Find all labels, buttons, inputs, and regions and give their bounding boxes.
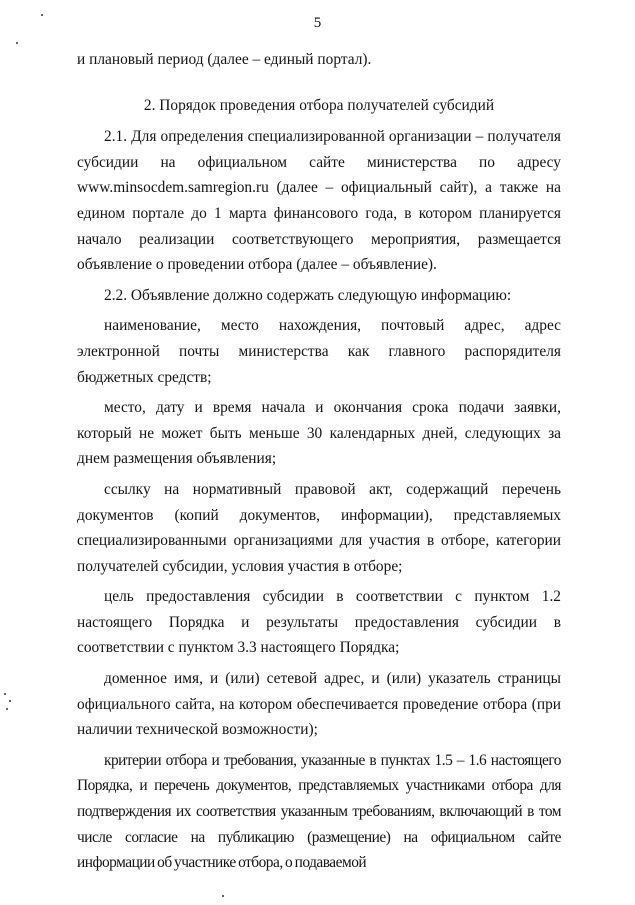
scan-speck [6, 708, 8, 710]
list-item-name-address: наименование, место нахождения, почтовый адрес, адрес электронной почты министерства как главного распорядителя бюджетных средств; [77, 317, 561, 386]
scan-speck [41, 14, 43, 16]
scan-speck [4, 693, 6, 695]
document-body [77, 47, 561, 876]
scan-speck [9, 700, 11, 702]
section-heading: 2. Порядок проведения отбора получателей субсидий [143, 96, 495, 114]
scan-speck [16, 42, 18, 44]
list-item-normative-act: ссылку на нормативный правовой акт, содержащий перечень документов (копий документов, информации), представляемых специализированными организациями для участия в отборе, категории получателей субсидии, условия участия в отборе; [77, 480, 561, 575]
paragraph-2-1: 2.1. Для определения специализированной организации – получателя субсидии на официальном сайте министерства по адресу www.minsocdem.samregion.ru (далее – официальный сайт), а также на едином портале до 1 марта финансового года, в котором планируется начало реализации соответствующего мероприятия, размещается объявление о проведении отбора (далее – объявление). [77, 128, 561, 274]
list-item-purpose: цель предоставления субсидии в соответствии с пунктом 1.2 настоящего Порядка и результаты предоставления субсидии в соответствии с пунктом 3.3 настоящего Порядка; [77, 588, 561, 657]
list-item-deadline: место, дату и время начала и окончания срока подачи заявки, который не может быть меньше 30 календарных дней, следующих за днем размещения объявления; [77, 399, 561, 468]
paragraph-continuation: и плановый период (далее – единый портал). [77, 51, 372, 68]
list-item-domain-name: доменное имя, и (или) сетевой адрес, и (или) указатель страницы официального сайта, на котором обеспечивается проведение отбора (при наличии технической возможности); [77, 670, 561, 739]
list-item-criteria: критерии отбора и требования, указанные в пунктах 1.5 – 1.6 настоящего Порядка, и перечень документов, представляемых участниками отбора для подтверждения их соответствия указанным требованиям, включающий в том числе согласие на публикацию (размещение) на официальном сайте информации об участнике отбора, о подаваемой [77, 751, 561, 872]
paragraph-2-2: 2.2. Объявление должно содержать следующую информацию: [104, 286, 512, 304]
scan-speck [222, 895, 224, 897]
page-number: 5 [313, 15, 322, 31]
